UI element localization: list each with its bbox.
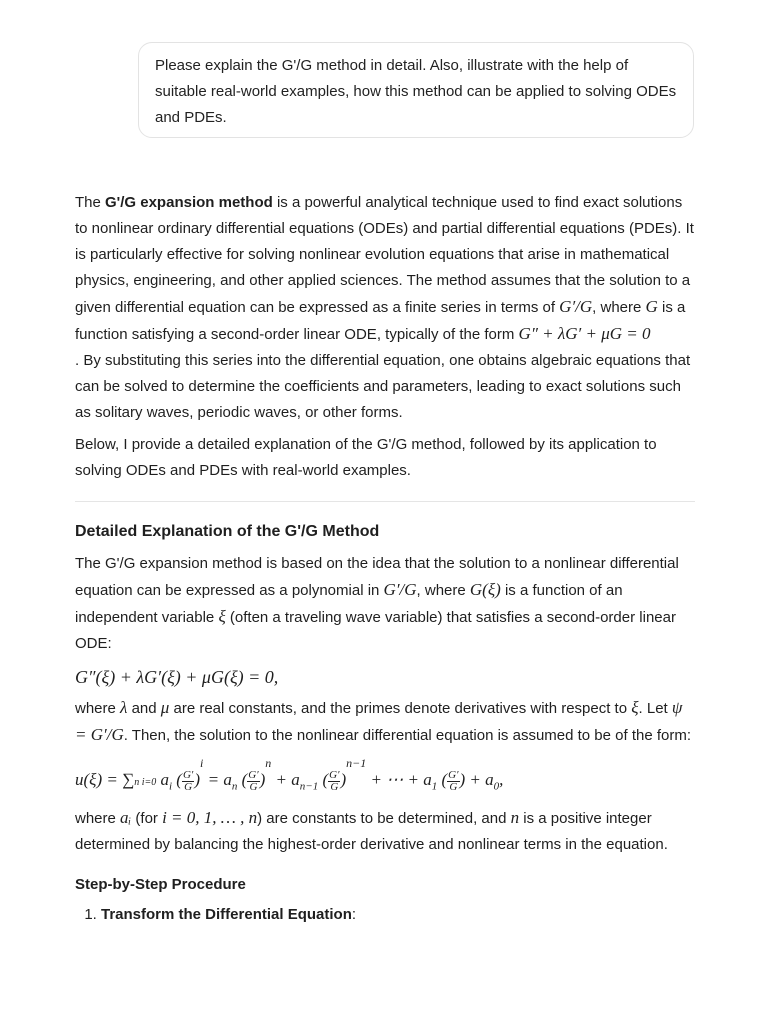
frac-num: G′ xyxy=(448,768,459,781)
math-inline: λ xyxy=(120,698,128,717)
text: The G'/G expansion method is based on the idea that the solution to a nonlinear differential equation can be expressed as a polynomial in xyxy=(75,555,679,599)
procedure-steps xyxy=(75,902,695,928)
text: and xyxy=(127,700,161,717)
text: (often a traveling wave variable) that satisfies a second-order linear ODE: xyxy=(75,609,676,652)
frac-num: G′ xyxy=(329,768,340,781)
intro-bold-term: G'/G expansion method xyxy=(105,194,273,211)
user-message-text: Please explain the G'/G method in detail. Also, illustrate with the help of suitable real-world examples, how this method can be applied to solving ODEs and PDEs. xyxy=(155,57,677,126)
step-rest: : xyxy=(351,906,357,923)
text: , where xyxy=(416,582,470,599)
math-inline: G xyxy=(645,297,658,316)
equation-series-expansion: u(ξ) = ∑n i=0 $a_i$ ( $\frac{G'}{G}$ )$^i = a_n$ ( $\frac{G'}{G}$ )$^n + a_{n-1}$ ( $\frac{G'}{G}$ )$^{n-1}$ + ⋯ + $a_1$ ( $\frac{G'}{G}$ ) + $a_0$, xyxy=(75,756,504,793)
math-inline: ξ xyxy=(631,698,639,717)
eq-exp: n−1 xyxy=(346,756,367,770)
math-inline: G′/G xyxy=(383,580,417,599)
intro-text3: is a function satisfying a second-order linear ODE, typically of the form xyxy=(75,299,686,343)
frac-den: G xyxy=(184,780,193,793)
eq-sum-limits: n i=0 xyxy=(134,777,157,788)
frac-den: G xyxy=(249,780,258,793)
eq-end: , xyxy=(499,770,504,789)
eq-fraction xyxy=(182,770,194,793)
text: where xyxy=(75,700,121,717)
text: ) are constants to be determined, and xyxy=(257,810,511,827)
math-inline: G′/G xyxy=(559,297,593,316)
assistant-response xyxy=(75,190,695,928)
eq-term: + a xyxy=(271,770,300,789)
step-title: Transform the Differential Equation xyxy=(101,906,352,923)
procedure-title: Step-by-Step Procedure xyxy=(75,876,246,893)
eq-fraction xyxy=(247,770,259,793)
user-message-bubble xyxy=(138,42,694,138)
frac-num: G′ xyxy=(182,768,194,781)
text: is a function of an independent variable xyxy=(75,582,623,626)
math-inline: ψ = G′/G xyxy=(75,698,683,744)
eq-sub: 1 xyxy=(431,780,438,793)
section-paragraph-2 xyxy=(75,695,695,749)
frac-den: G xyxy=(330,780,339,793)
frac-den: G xyxy=(449,780,458,793)
intro-text4: . By substituting this series into the differential equation, one obtains algebraic equations that can be solved to determine the coefficients and parameters, leading to exact solutions such as solitary waves, periodic waves, or other forms. xyxy=(75,352,691,421)
math-inline: G(ξ) xyxy=(469,580,501,599)
text: . Let xyxy=(638,700,672,717)
intro-text2: , where xyxy=(592,299,646,316)
eq-fraction xyxy=(447,770,459,793)
math-inline: aᵢ xyxy=(120,808,132,827)
text: . Then, the solution to the nonlinear differential equation is assumed to be of the form: xyxy=(123,727,692,744)
divider xyxy=(75,501,695,502)
section-paragraph-1 xyxy=(75,551,695,657)
eq-term: + a xyxy=(465,770,494,789)
eq-exp: n xyxy=(265,756,272,770)
text: is a positive integer determined by balancing the highest-order derivative and nonlinear terms in the equation. xyxy=(75,810,668,853)
list-item xyxy=(101,902,695,928)
eq-exp: i xyxy=(200,756,204,770)
eq-lhs: u(ξ) = ∑ xyxy=(75,770,135,789)
text: are real constants, and the primes denote derivatives with respect to xyxy=(169,700,632,717)
intro-paragraph xyxy=(75,190,695,426)
equation-linear-ode: G″(ξ) + λG′(ξ) + μG(ξ) = 0, xyxy=(75,667,279,687)
math-inline: ξ xyxy=(218,607,226,626)
eq-fraction xyxy=(328,770,340,793)
eq-sub: 0 xyxy=(493,780,500,793)
eq-term: a xyxy=(156,770,169,789)
intro2-paragraph: Below, I provide a detailed explanation of the G'/G method, followed by its application to solving ODEs and PDEs with real-world examples. xyxy=(75,436,657,479)
section-title: Detailed Explanation of the G'/G Method xyxy=(75,523,380,540)
eq-term: = a xyxy=(203,770,232,789)
intro-text1: is a powerful analytical technique used to find exact solutions to nonlinear ordinary differential equations (ODEs) and partial differential equations (PDEs). It is particularly effective for solving nonlinear evolution equations that arise in mathematical physics, engineering, and other applied sciences. The method assumes that the solution to a given differential equation can be expressed as a finite series in terms of xyxy=(75,194,694,316)
eq-sub: n xyxy=(231,780,238,793)
math-inline: G″ + λG′ + μG = 0 xyxy=(518,324,651,343)
text: (for xyxy=(131,810,163,827)
eq-term: + ⋯ + a xyxy=(366,770,432,789)
eq-sub: n−1 xyxy=(299,780,319,793)
math-inline: n xyxy=(510,808,520,827)
section-paragraph-3 xyxy=(75,805,695,858)
math-inline: μ xyxy=(160,698,170,717)
text: where xyxy=(75,810,121,827)
intro-lead: The xyxy=(75,194,106,211)
math-inline: i = 0, 1, … , n xyxy=(162,808,258,827)
eq-sub: i xyxy=(168,780,173,793)
frac-num: G′ xyxy=(248,768,259,781)
